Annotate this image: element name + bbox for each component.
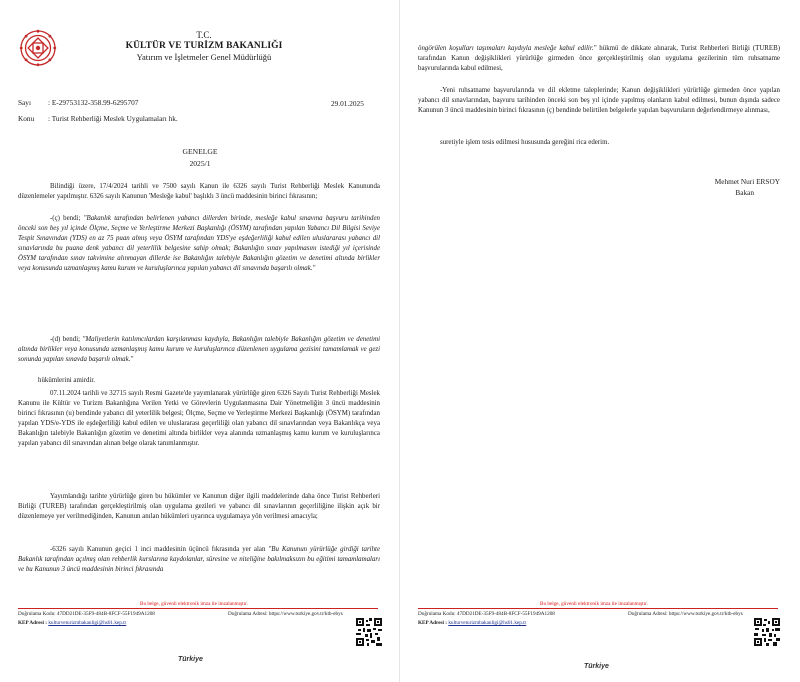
konu-value: : Turist Rehberliği Meslek Uygulamaları hk.	[48, 114, 178, 123]
intro-paragraph: Bilindiği üzere, 17/4/2024 tarihli ve 7500 sayılı Kanun ile 6326 sayılı Turist Rehberliği Meslek Kanununda düzenlemeler yapılmıştır. 6326 sayılı Kanunun 'Mesleğe kabul' başlıklı 3 üncü maddesinin birinci fıkrasının;	[18, 183, 380, 200]
tureb-paragraph: Yayımlandığı tarihte yürürlüğe giren bu hükümler ve Kanunun diğer ilgili maddelerinde daha önce Turist Rehberleri Birliği (TUREB) tarafından gerçekleştirilmiş olan uygulama gezileri ve yabancı dil sınavlarının geçerliliğine ilişkin açık bir düzenlemeye yer verilmediğinden, Kanunun anılan hükümleri uyarınca uygulamaya yön verilmesi amacıyla;	[18, 493, 380, 520]
temporary-article-paragraph	[18, 545, 380, 585]
article-d-prefix: -(d) bendi;	[50, 336, 83, 343]
circular-title: GENELGE	[182, 147, 218, 156]
continuation-rest: hükmü de dikkate alınarak, Turist Rehberleri Birliği (TUREB) tarafından Kanun değişiklikleri yürürlüğe girmeden önce gerçekleştirilmiş olan uygulama gezilerinin tüm ruhsatname başvurularında kabul edilmesi,	[418, 45, 780, 72]
e-signature-note: Bu belge, güvenli elektronik imza ile imzalanmıştır.	[140, 601, 248, 607]
sayi-value: : E-29753132-358.99-6295707	[48, 98, 139, 107]
article-c-prefix: -(ç) bendi;	[50, 215, 84, 222]
konu-label: Konu	[18, 114, 35, 123]
signer-title: Bakan	[735, 188, 754, 197]
kep-link[interactable]: kulturveturizmbakanligi@hs01.kep.tr	[48, 620, 127, 626]
header-ministry: KÜLTÜR VE TURİZM BAKANLIĞI	[125, 41, 283, 51]
continuation-quote: öngörülen koşulları taşımaları kaydıyla mesleğe kabul edilir."	[418, 45, 597, 52]
turkiye-brand-logo-2	[584, 655, 616, 669]
article-d-quote: "Maliyetlerin katılımcılardan karşılanması kaydıyla, Bakanlığın talebiyle Bakanlığın gözetim ve denetimi altında birlikler veya konusunda uzmanlaşmış kamu kurum ve kuruluşlarınca düzenlenen uygulama gezisini tamamlamak ve gezi sonunda yapılan sınavda başarılı olmak."	[18, 336, 380, 363]
ministry-logo-icon	[18, 28, 58, 68]
new-license-paragraph: -Yeni ruhsatname başvurularında ve dil ekletme taleplerinde; Kanun değişiklikleri yürürlüğe girmeden önce yapılan yabancı dil sınavlarından, başvuru tarihinden önceki son beş yıl içinde yapılmış olanların kabul edilmesi, bunun dışında sadece Kanunun 3 üncü maddesinin birinci fıkrasının (ç) bendinde belirtilen belgelerle yapılan başvuruların değerlendirmeye alınması,	[418, 87, 780, 114]
qr-code-icon[interactable]	[356, 618, 382, 646]
turkiye-brand-logo	[178, 648, 210, 662]
turkiye-brand-text: Türkiye	[178, 656, 203, 663]
verification-code: Doğrulama Kodu: 47DD21DE-35F9-484B-8FCF-55F1949A1208	[18, 611, 155, 617]
temporary-article-prefix: -6326 sayılı Kanunun geçici 1 inci maddesinin üçüncü fıkrasında yer alan	[50, 546, 269, 553]
sayi-label: Sayı	[18, 98, 31, 107]
regulation-paragraph: 07.11.2024 tarihli ve 32715 sayılı Resmi Gazete'de yayımlanarak yürürlüğe giren 6326 Sayılı Turist Rehberliği Meslek Kanunu ile Kültür ve Turizm Bakanlığına Verilen Yetki ve Görevlerin Uygulanmasına Dair Yönetmeliğin 3 üncü maddesinin birinci fıkrasının (u) bendinde yabancı dil yeterlilik belgesi; Ölçme, Seçme ve Yerleştirme Merkezi Başkanlığı (ÖSYM) tarafından yapılan YDS/e-YDS ile eşdeğerliliği kabul edilen ve uluslararası geçerliliği olan yabancı dil sınavlarından veya Bakanlıkça veya Bakanlığın talebiyle Bakanlığın gözetim ve denetimi altında birlikler veya alanında uzmanlaşmış kamu kurum ve kuruluşlarınca yapılan yabancı dil sınavından alınan belge olarak tanımlanmıştır.	[18, 390, 380, 447]
document-page-2	[400, 0, 800, 682]
article-d-paragraph	[18, 335, 380, 375]
kep-link-2[interactable]: kulturveturizmbakanligi@hs01.kep.tr	[448, 620, 527, 626]
header-tc: T.C.	[196, 30, 212, 40]
verification-address-2: Doğrulama Adresi: https://www.turkiye.gov.tr/ktb-ebys	[628, 611, 743, 617]
header-department: Yatırım ve İşletmeler Genel Müdürlüğü	[136, 52, 272, 62]
temporary-article-quote: "Bu Kanunun yürürlüğe girdiği tarihte Bakanlık tarafından açılmış olan rehberlik kurslarına kaydolanlar, süresine ve niteliğine bakılmaksızın bu eğitimi tamamlamaları ve bu Kanunun 3 üncü maddesinin birinci fıkrasında	[18, 546, 380, 573]
signer-name: Mehmet Nuri ERSOY	[714, 177, 780, 186]
verification-address: Doğrulama Adresi: https://www.turkiye.gov.tr/ktb-ebys	[228, 611, 343, 617]
turkiye-brand-text-2: Türkiye	[584, 663, 609, 670]
e-signature-note-2: Bu belge, güvenli elektronik imza ile imzalanmıştır.	[540, 601, 648, 607]
kep-label-2: KEP Adresi :	[418, 620, 449, 626]
footer-rule	[18, 608, 378, 609]
footer-rule-2	[418, 608, 778, 609]
circular-number: 2025/1	[189, 159, 211, 168]
article-c-paragraph	[18, 214, 380, 333]
article-c-quote: "Bakanlık tarafından belirlenen yabancı dillerden birinde, mesleğe kabul sınavına başvuru tarihinden önceki son beş yıl içinde Ölçme, Seçme ve Yerleştirme Merkezi Başkanlığı (ÖSYM) tarafından yapılan Yabancı Dil Bilgisi Seviye Tespit Sınavından (YDS) en az 75 puan almış veya ÖSYM tarafından YDS'ye eşdeğerliliği kabul edilen uluslararası yabancı dil sınavlarında bu puana denk yabancı dil yeterlilik belgesine sahip olmak; Bakanlığın sınav yapılmasını istediği yıl içerisinde ÖSYM tarafından sınav takvimine alınmayan dillerde ise Bakanlığın talebiyle Bakanlığın gözetim ve denetimi altında birlikler veya konusunda uzmanlaşmış kamu kurum ve kuruluşlarınca yapılan yabancı dil sınavında başarılı olmak."	[18, 215, 380, 272]
document-date: 29.01.2025	[331, 99, 364, 108]
continuation-paragraph	[418, 44, 780, 74]
kep-address-row	[18, 621, 126, 626]
amirdir-line: hükümlerini amirdir.	[38, 377, 96, 384]
closing-line: suretiyle işlem tesis edilmesi hususunda gereğini rica ederim.	[440, 139, 610, 146]
qr-code-icon-2[interactable]	[754, 618, 780, 646]
signature-block	[600, 176, 780, 198]
kep-address-row-2	[418, 621, 526, 626]
kep-label: KEP Adresi :	[18, 620, 49, 626]
verification-code-2: Doğrulama Kodu: 47DD21DE-35F9-484B-8FCF-55F1949A1208	[418, 611, 555, 617]
